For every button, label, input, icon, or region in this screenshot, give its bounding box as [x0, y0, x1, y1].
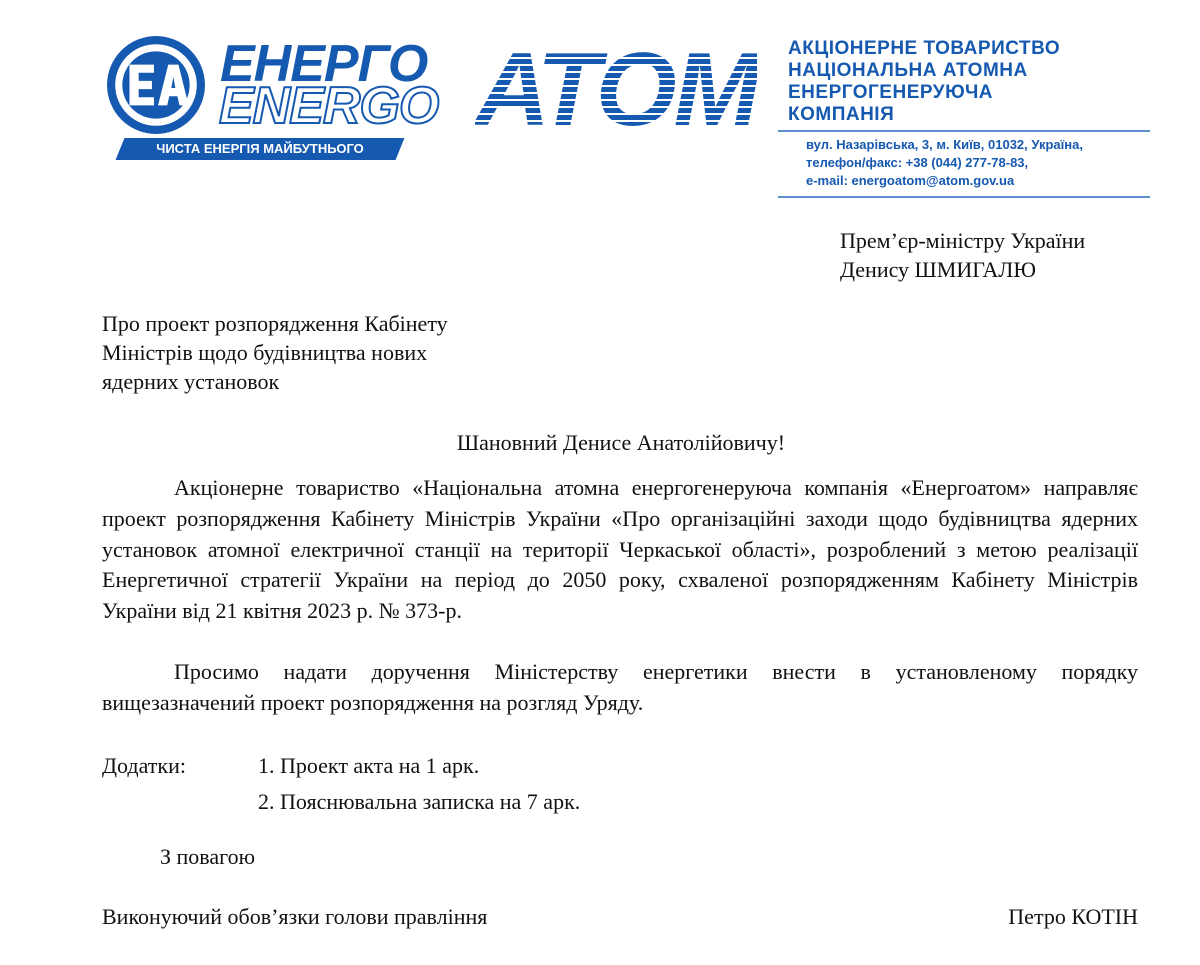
- logo-slogan-text: ЧИСТА ЕНЕРГІЯ МАЙБУТНЬОГО: [156, 141, 364, 156]
- addressee: [840, 226, 1085, 284]
- company-divider-bottom: [778, 196, 1150, 198]
- attachment-item: 2. Пояснювальна записка на 7 арк.: [258, 789, 581, 814]
- company-name: [778, 38, 1150, 126]
- energoatom-logo: [105, 30, 785, 165]
- company-name-line: КОМПАНІЯ: [788, 104, 895, 125]
- body-paragraph-2: Просимо надати доручення Міністерству енергетики внести в установленому порядку вищезазначений проект розпорядження на розгляд Уряду.: [102, 659, 1138, 715]
- greeting: Шановний Денисе Анатолійовичу!: [456, 430, 786, 455]
- subject-line: Міністрів щодо будівництва нових: [102, 340, 428, 365]
- company-block: [778, 38, 1150, 198]
- attachments-label: Додатки:: [102, 753, 186, 778]
- company-name-line: НАЦІОНАЛЬНА АТОМНА: [788, 60, 1028, 81]
- logo-wordmark-energo: ЕНЕРГО: [220, 35, 428, 93]
- attachment-item: 1. Проект акта на 1 арк.: [258, 753, 480, 778]
- subject-line: ядерних установок: [102, 369, 280, 394]
- attachments-list: [258, 751, 580, 823]
- company-name-line: ЕНЕРГОГЕНЕРУЮЧА: [788, 82, 994, 103]
- energoatom-emblem-icon: [105, 34, 207, 136]
- company-email: e-mail: energoatom@atom.gov.ua: [806, 173, 1015, 188]
- addressee-title: Прем’єр-міністру України: [840, 228, 1086, 253]
- letter-subject: [102, 309, 448, 396]
- signatory-position: Виконуючий обов’язки голови правління: [102, 904, 488, 929]
- company-address: вул. Назарівська, 3, м. Київ, 01032, Україна,: [806, 137, 1083, 152]
- company-contacts: [778, 132, 1150, 196]
- subject-line: Про проект розпорядження Кабінету: [102, 311, 448, 336]
- company-phone: телефон/факс: +38 (044) 277-78-83,: [806, 155, 1029, 170]
- body-paragraph-1: Акціонерне товариство «Національна атомна енергогенеруюча компанія «Енергоатом» направляє проект розпорядження Кабінету Міністрів України «Про організаційні заходи щодо будівництва ядерних установок атомної електричної станції на території Черкаської області», розроблений з метою реалізації Енергетичної стратегії України на період до 2050 року, схваленої розпорядженням Кабінету Міністрів України від 21 квітня 2023 р. № 373-р.: [102, 475, 1138, 624]
- addressee-name: Денису ШМИГАЛЮ: [840, 257, 1036, 282]
- logo-wordmark-atom: АТОМ: [475, 32, 758, 148]
- logo-slogan-banner: [116, 138, 405, 160]
- signatory-name: Петро КОТІН: [1008, 904, 1138, 929]
- logo-wordmark-energo-latin: ENERGO: [219, 77, 439, 135]
- company-name-line: АКЦІОНЕРНЕ ТОВАРИСТВО: [788, 38, 1061, 59]
- closing: З повагою: [160, 844, 256, 869]
